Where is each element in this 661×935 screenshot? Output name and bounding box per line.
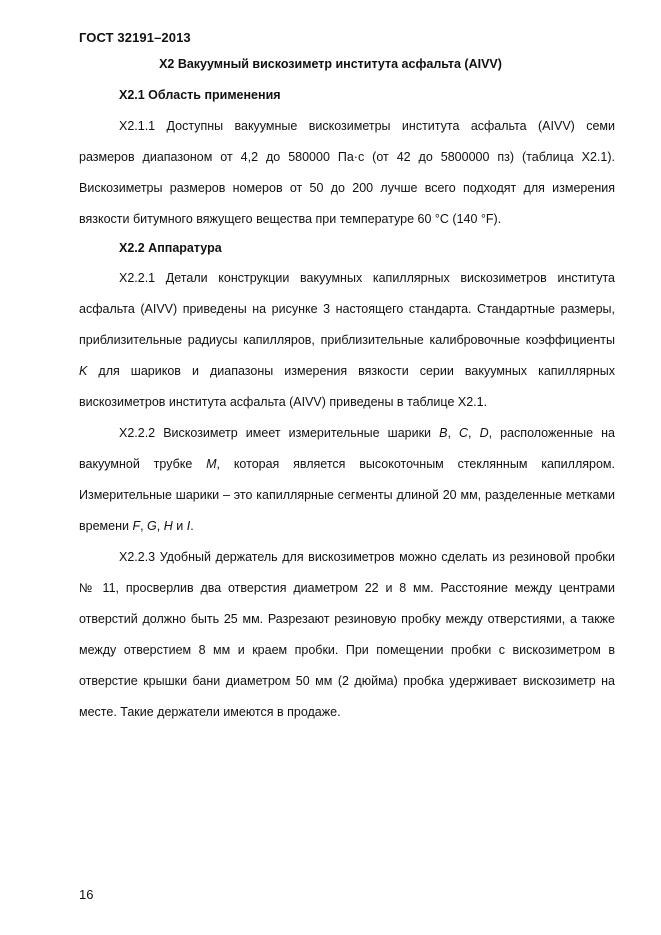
annex-title: X2 Вакуумный вискозиметр института асфальта (AIVV) — [159, 57, 502, 71]
section-x2-1-body — [79, 111, 615, 235]
paragraph-x2-2-3: X2.2.3 Удобный держатель для вискозиметров можно сделать из резиновой пробки № 11, просверлив два отверстия диаметром 22 и 8 мм. Расстояние между центрами отверстий должно быть 25 мм. Разрезают резиновую пробку между отверстиями, а также между отверстием 8 мм и краем пробки. При помещении пробки с вискозиметром в отверстие крышки бани диаметром 50 мм (2 дюйма) пробка удерживает вискозиметр на месте. Такие держатели имеются в продаже. — [79, 550, 615, 719]
page-number: 16 — [79, 887, 94, 902]
paragraph-x2-2-2: X2.2.2 Вискозиметр имеет измерительные шарики B, C, D, расположенные на вакуумной трубке M, которая является высокоточным стеклянным капилляром. Измерительные шарики – это капиллярные сегменты длиной 20 мм, разделенные метками времени F, G, H и I. — [79, 426, 615, 533]
section-heading-x2-1: X2.1 Область применения — [119, 88, 281, 102]
section-heading-x2-2: X2.2 Аппаратура — [119, 241, 222, 255]
standard-header: ГОСТ 32191–2013 — [79, 30, 191, 45]
paragraph-x2-1-1: X2.1.1 Доступны вакуумные вискозиметры института асфальта (AIVV) семи размеров диапазоном от 4,2 до 580000 Па·с (от 42 до 5800000 пз) (таблица X2.1). Вискозиметры размеров номеров от 50 до 200 лучше всего подходят для измерения вязкости битумного вяжущего вещества при температуре 60 °С (140 °F). — [79, 119, 615, 226]
paragraph-x2-2-1: X2.2.1 Детали конструкции вакуумных капиллярных вискозиметров института асфальта (AIVV) приведены на рисунке 3 настоящего стандарта. Стандартные размеры, приблизительные радиусы капилляров, приблизительные калибровочные коэффициенты K для шариков и диапазоны измерения вязкости серии вакуумных капиллярных вискозиметров института асфальта (AIVV) приведены в таблице X2.1. — [79, 271, 615, 409]
section-x2-2-body — [79, 263, 615, 728]
